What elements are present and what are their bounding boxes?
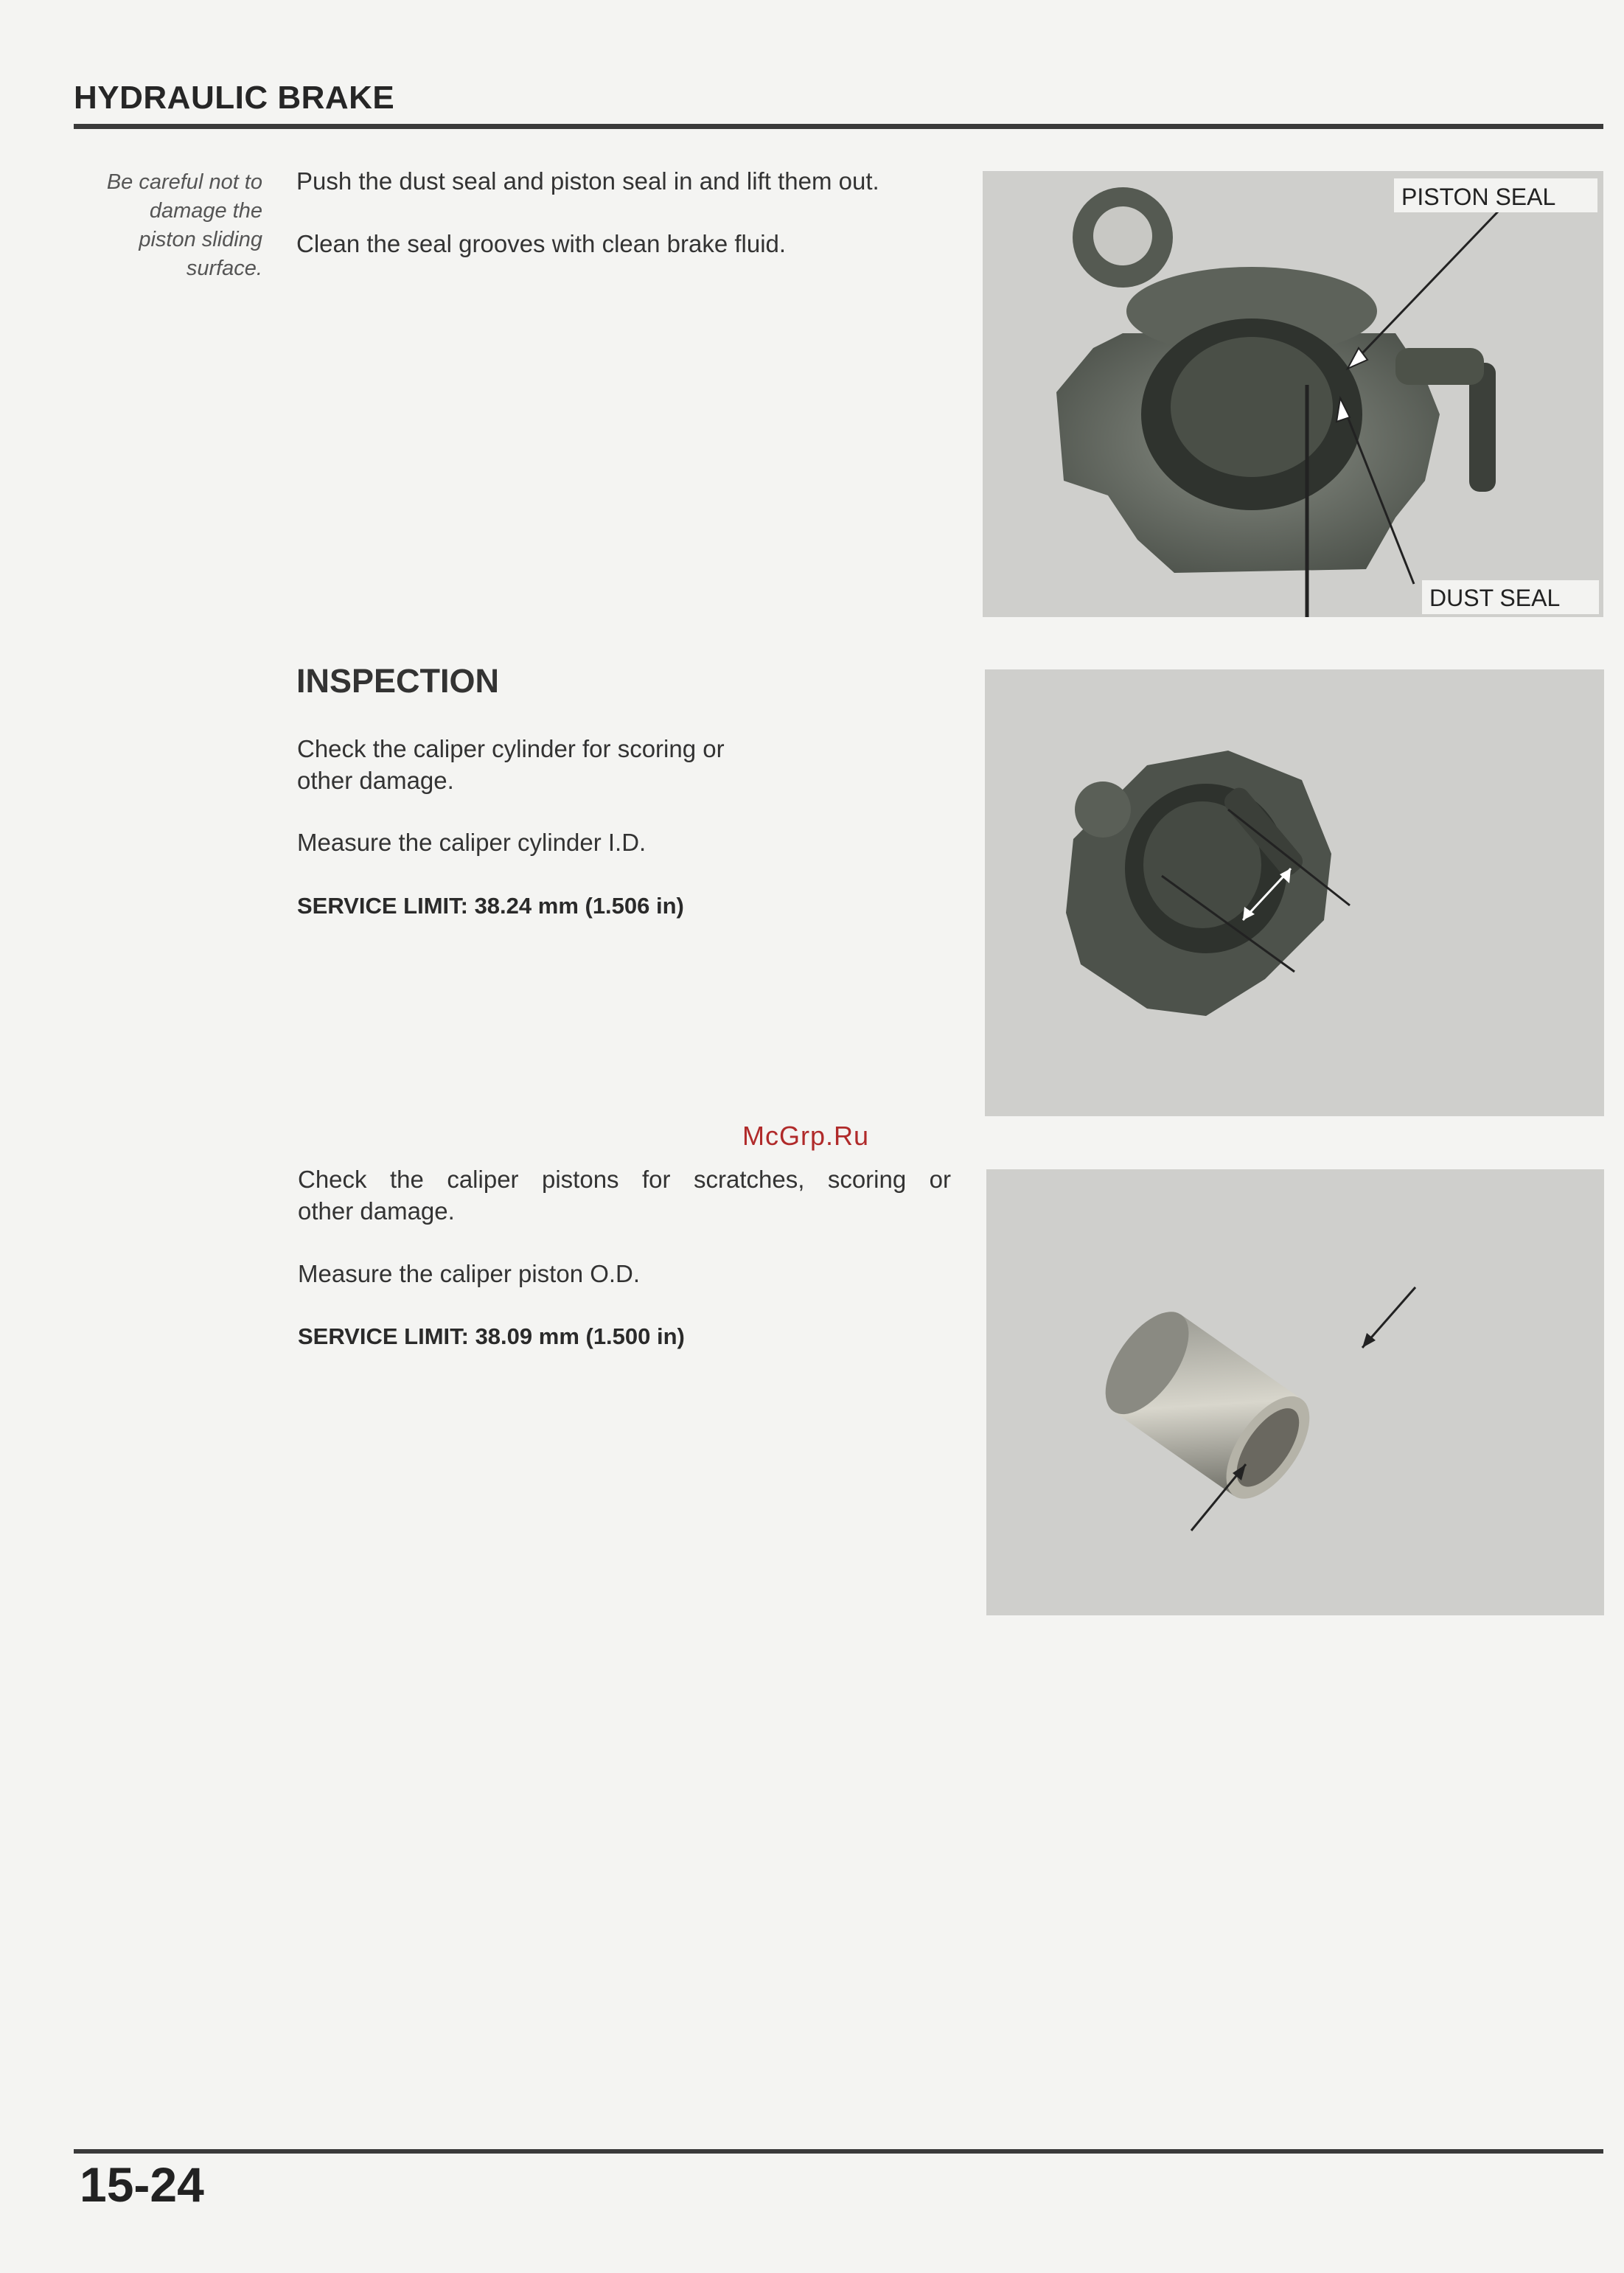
piston-measure: Measure the caliper piston O.D. (298, 1260, 641, 1287)
header-rule (74, 124, 1603, 129)
piston-service-limit: SERVICE LIMIT: 38.09 mm (1.500 in) (298, 1323, 685, 1349)
caution-note-line: piston sliding (139, 228, 262, 251)
caution-note-line: damage the (149, 199, 262, 223)
cylinder-check-line: Check the caliper cylinder for scoring or (297, 735, 725, 762)
piston-check-line: other damage. (298, 1197, 455, 1225)
page-number: 15-24 (80, 2157, 204, 2212)
caution-note-line: surface. (186, 257, 262, 280)
cylinder-check-line: other damage. (297, 767, 454, 794)
step-remove-seals: Push the dust seal and piston seal in and lift them out. (296, 167, 879, 195)
step-clean-grooves: Clean the seal grooves with clean brake fluid. (296, 230, 787, 257)
footer-rule (74, 2149, 1603, 2154)
caliper-piston-photo (986, 1169, 1604, 1615)
watermark: McGrp.Ru (742, 1121, 870, 1151)
piston-seal-label: PISTON SEAL (1401, 184, 1556, 210)
piston-check-line: Check the caliper pistons for scratches, scoring or (298, 1166, 951, 1193)
caution-note (59, 168, 262, 283)
inspection-heading: INSPECTION (296, 662, 500, 700)
section-title: HYDRAULIC BRAKE (74, 80, 395, 116)
cylinder-measure: Measure the caliper cylinder I.D. (297, 829, 647, 856)
caliper-seal-photo (983, 171, 1603, 617)
caliper-cylinder-photo (985, 669, 1604, 1116)
dust-seal-label: DUST SEAL (1429, 585, 1561, 611)
caution-note-line: Be careful not to (106, 170, 262, 194)
cylinder-service-limit: SERVICE LIMIT: 38.24 mm (1.506 in) (297, 893, 684, 919)
